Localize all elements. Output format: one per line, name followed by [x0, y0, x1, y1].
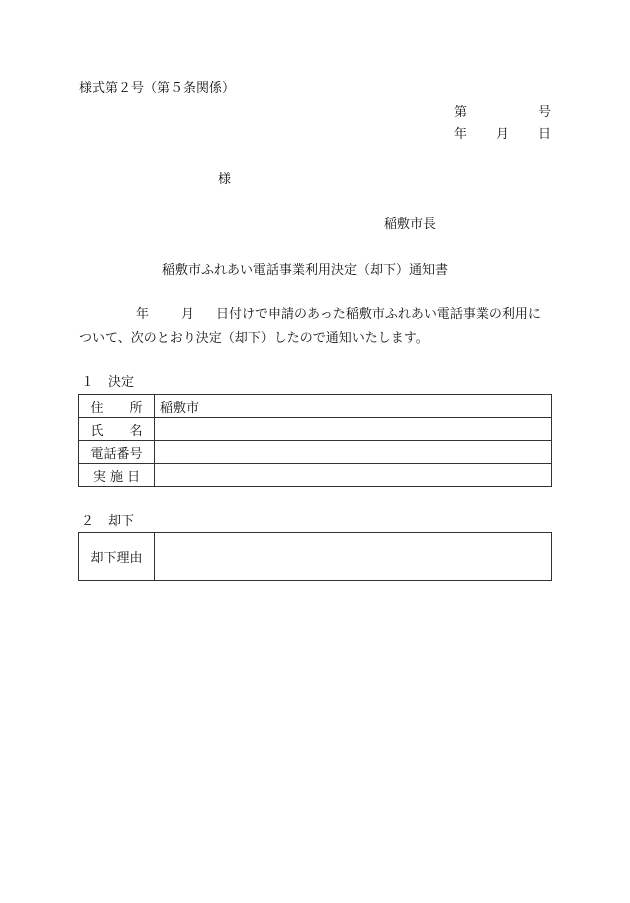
section-rejection-heading: [81, 514, 134, 530]
body-line-2: ついて、次のとおり決定（却下）したので通知いたします。: [79, 331, 429, 346]
table-row: [79, 464, 552, 487]
addressee-suffix: 様: [218, 172, 232, 187]
table-row: [79, 418, 552, 441]
body-line-1: [79, 307, 541, 323]
section-rejection-number: ２: [81, 514, 95, 529]
section-rejection-title: 却下: [108, 514, 135, 529]
document-number-suffix: 号: [538, 105, 552, 120]
body-line-1-text: 日付けで申請のあった稲敷市ふれあい電話事業の利用に: [216, 307, 541, 322]
phone-value: [155, 441, 552, 464]
section-decision-title: 決定: [108, 375, 135, 390]
address-value: 稲敷市: [155, 395, 552, 418]
phone-label: 電話番号: [79, 441, 155, 464]
section-decision-number: １: [81, 375, 95, 390]
body-year-label: 年: [135, 307, 149, 322]
document-title: 稲敷市ふれあい電話事業利用決定（却下）通知書: [162, 263, 449, 278]
start-date-value: [155, 464, 552, 487]
address-label: 住 所: [79, 395, 155, 418]
date-month-label: 月: [496, 127, 510, 142]
name-label: 氏 名: [79, 418, 155, 441]
sender-name: 稲敷市長: [384, 217, 437, 232]
decision-table: [78, 394, 552, 487]
table-row: [79, 533, 552, 581]
body-month-label: 月: [180, 307, 194, 322]
rejection-reason-label: 却下理由: [79, 533, 155, 581]
section-decision-heading: [81, 375, 134, 391]
name-value: [155, 418, 552, 441]
date-day-label: 日: [538, 127, 552, 142]
table-row: [79, 395, 552, 418]
form-label: 様式第２号（第５条関係）: [79, 81, 236, 96]
table-row: [79, 441, 552, 464]
document-number-prefix: 第: [454, 105, 468, 120]
start-date-label: 実 施 日: [79, 464, 155, 487]
rejection-reason-value: [155, 533, 552, 581]
rejection-table: [78, 532, 552, 581]
date-year-label: 年: [454, 127, 468, 142]
